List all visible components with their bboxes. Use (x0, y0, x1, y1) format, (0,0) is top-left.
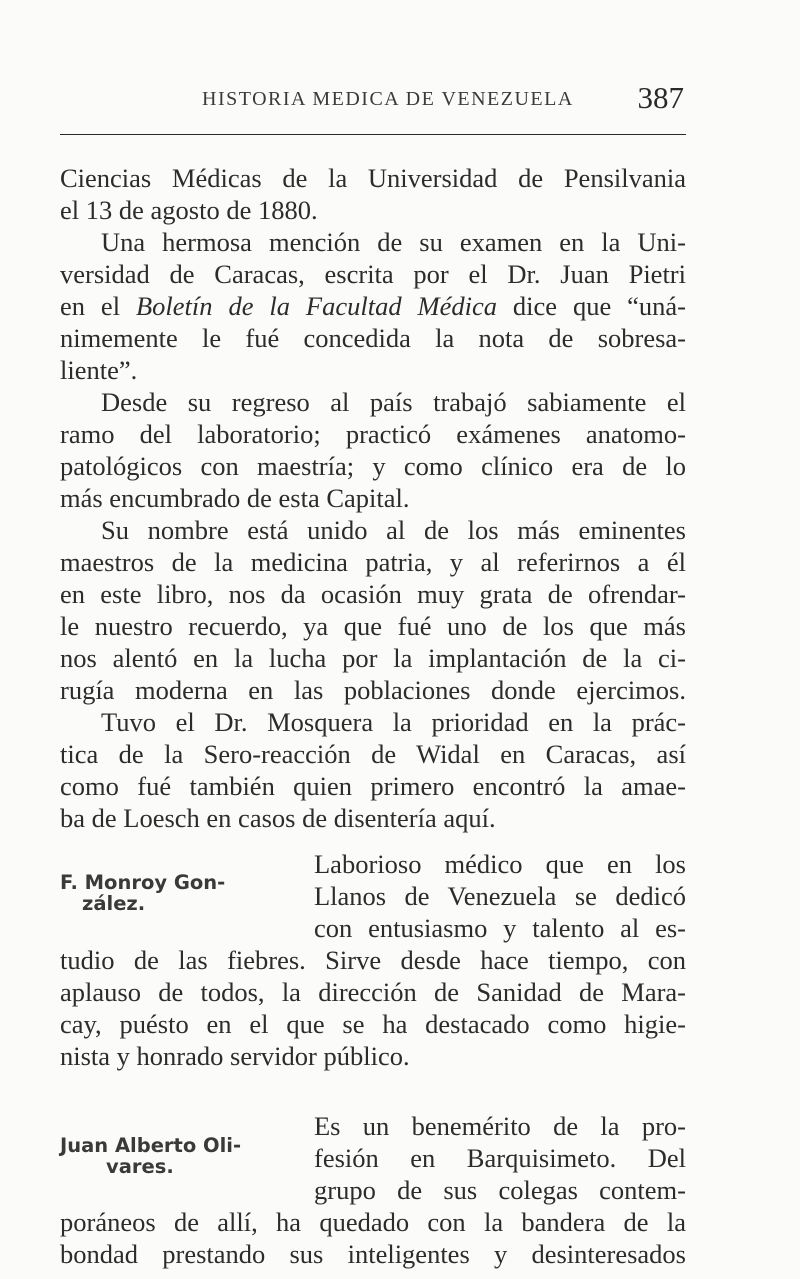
entry-line: cay, puésto en el que se ha destacado como higie- (60, 1009, 686, 1039)
body-line: le nuestro recuerdo, ya que fué uno de los que más (60, 611, 686, 641)
body-line: en este libro, nos da ocasión muy grata de ofrendar- (60, 579, 686, 609)
body-line: Ciencias Médicas de la Universidad de Pensilvania (60, 163, 686, 193)
body-line: Tuvo el Dr. Mosquera la prioridad en la prác- (101, 707, 686, 737)
entry-line: Es un benemérito de la pro- (314, 1111, 686, 1141)
body-line: Su nombre está unido al de los más eminentes (101, 515, 686, 545)
entry-line: con entusiasmo y talento al es- (314, 913, 686, 943)
body-line: nimemente le fué concedida la nota de sobresa- (60, 323, 686, 353)
journal-title: Boletín de la Facultad Médica (135, 291, 497, 321)
body-line: como fué también quien primero encontró la amae- (60, 771, 686, 801)
body-line-with-title (60, 291, 686, 321)
entry-line: tudio de las fiebres. Sirve desde hace tiempo, con (60, 945, 686, 975)
page-number: 387 (637, 80, 684, 115)
entry-line: aplauso de todos, la dirección de Sanidad de Mara- (60, 977, 686, 1007)
body-line: patológicos con maestría; y como clínico era de lo (60, 451, 686, 481)
margin-name-monroy-cont: zález. (82, 892, 146, 915)
entry-line: nista y honrado servidor público. (60, 1041, 410, 1071)
entry-line: bondad prestando sus inteligentes y desinteresados (60, 1239, 686, 1269)
entry-line: Llanos de Venezuela se dedicó (314, 881, 686, 911)
margin-name-olivares-cont: vares. (106, 1155, 174, 1178)
body-line: rugía moderna en las poblaciones donde ejercimos. (60, 675, 686, 705)
entry-line: grupo de sus colegas contem- (314, 1175, 686, 1205)
entry-line: Laborioso médico que en los (314, 849, 686, 879)
body-line: liente”. (60, 355, 138, 385)
text-before-title: en el (60, 291, 136, 321)
body-line: Desde su regreso al país trabajó sabiamente el (101, 387, 686, 417)
body-line: Una hermosa mención de su examen en la Uni- (101, 227, 686, 257)
body-line: versidad de Caracas, escrita por el Dr. Juan Pietri (60, 259, 686, 289)
text-after-title: dice que “uná- (496, 291, 687, 321)
body-line: ba de Loesch en casos de disentería aquí. (60, 803, 496, 833)
running-head: HISTORIA MEDICA DE VENEZUELA (202, 88, 574, 110)
body-line: más encumbrado de esta Capital. (60, 483, 410, 513)
body-line: tica de la Sero-reacción de Widal en Caracas, así (60, 739, 686, 769)
margin-name-monroy: F. Monroy Gon- (60, 871, 226, 894)
margin-name-olivares: Juan Alberto Oli- (60, 1134, 242, 1157)
entry-line: fesión en Barquisimeto. Del (314, 1143, 686, 1173)
body-line: el 13 de agosto de 1880. (60, 195, 318, 225)
body-line: ramo del laboratorio; practicó exámenes anatomo- (60, 419, 686, 449)
body-line: maestros de la medicina patria, y al referirnos a él (60, 547, 686, 577)
page-header (60, 78, 686, 135)
body-line: nos alentó en la lucha por la implantación de la ci- (60, 643, 686, 673)
entry-line: poráneos de allí, ha quedado con la bandera de la (60, 1207, 686, 1237)
